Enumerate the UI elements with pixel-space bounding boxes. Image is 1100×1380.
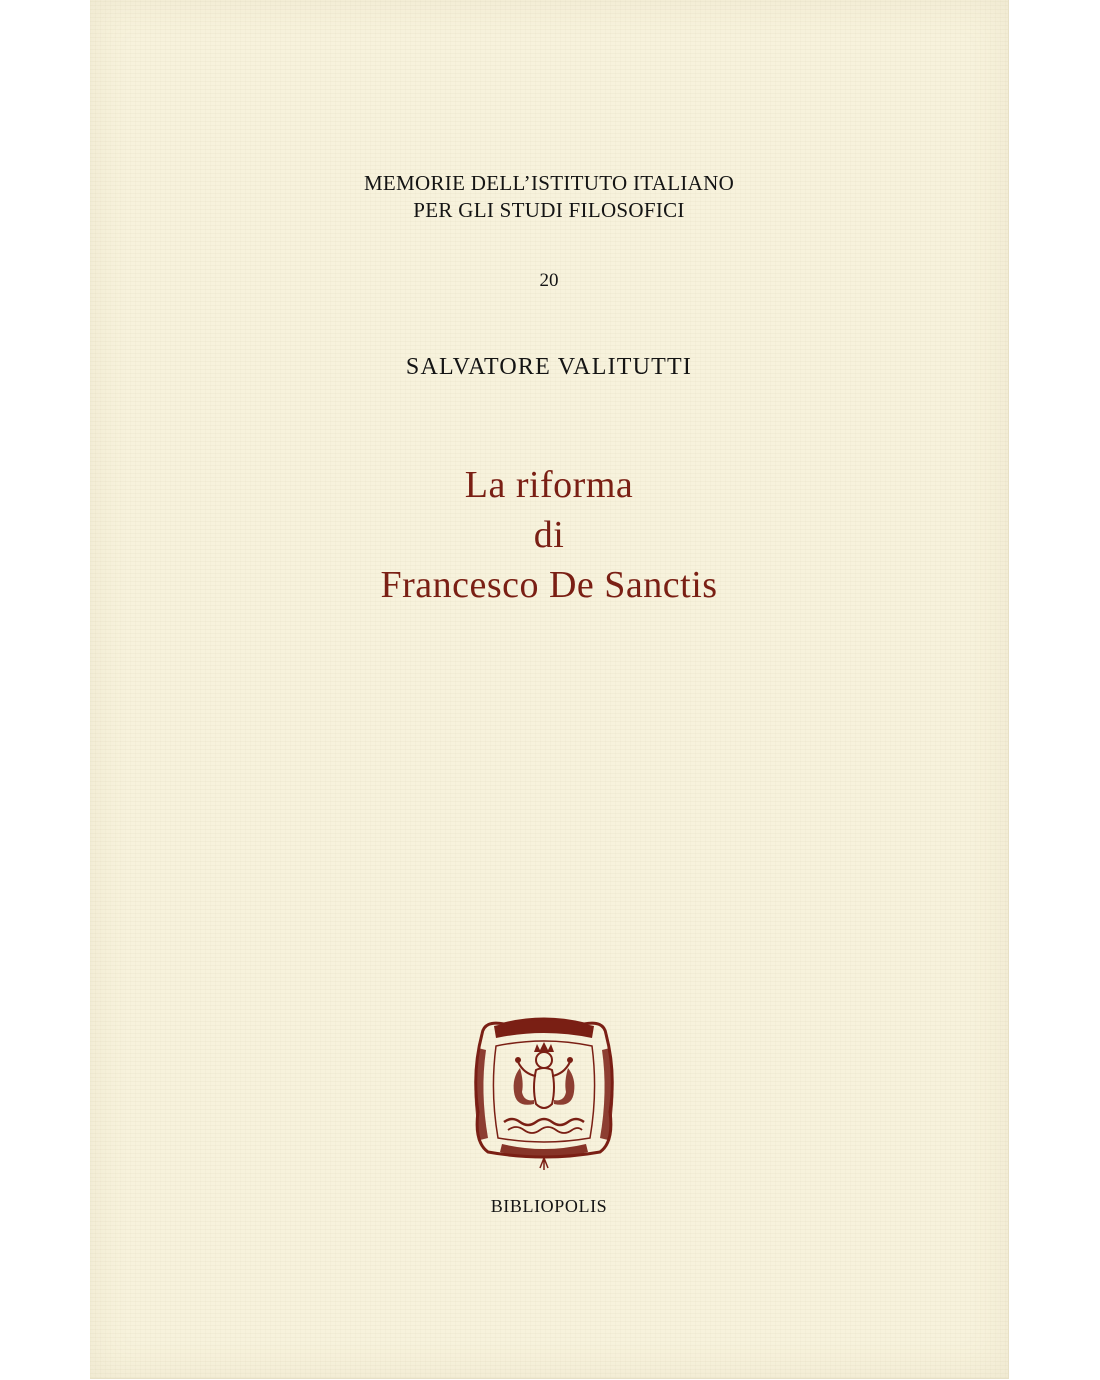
siren-publisher-mark-icon (464, 1012, 624, 1172)
title-line-3: Francesco De Sanctis (380, 564, 718, 606)
series-line-2: PER GLI STUDI FILOSOFICI (413, 198, 685, 222)
series-line-1: MEMORIE DELL’ISTITUTO ITALIANO (363, 171, 735, 195)
series-title (90, 170, 1008, 224)
author-name: SALVATORE VALITUTTI (405, 354, 693, 380)
title-line-2: di (533, 514, 565, 556)
book-cover (90, 0, 1009, 1379)
series-number: 20 (539, 270, 559, 291)
title-line-1: La riforma (464, 464, 634, 506)
publisher-name: BIBLIOPOLIS (490, 1196, 608, 1216)
book-title (90, 460, 1008, 610)
